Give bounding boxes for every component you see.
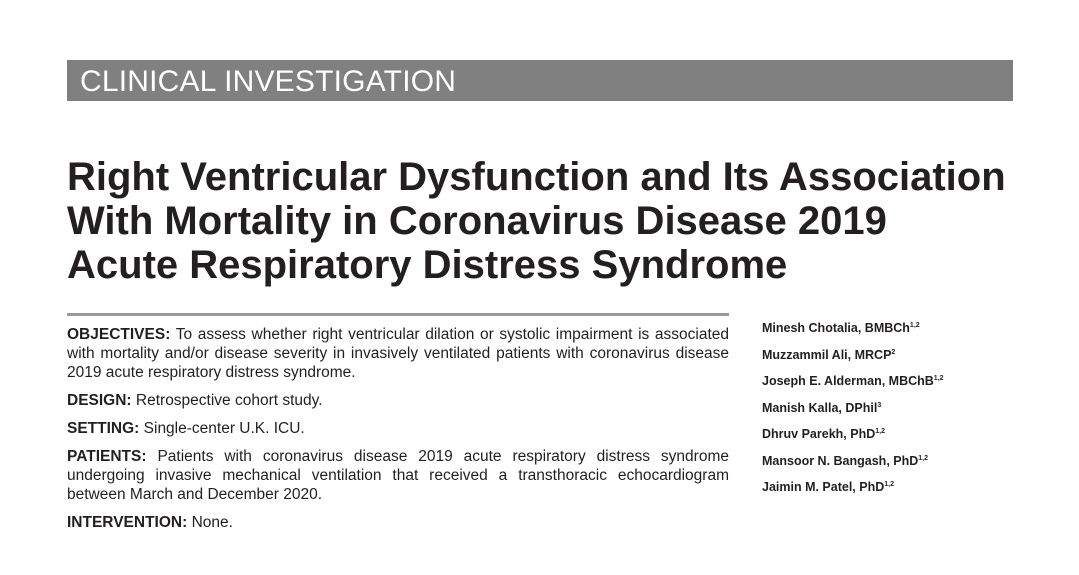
abstract-intervention	[67, 513, 729, 532]
author-name: Manish Kalla, DPhil	[762, 400, 878, 415]
abstract	[67, 325, 729, 541]
author-entry	[762, 394, 1062, 421]
author-affiliation: 1,2	[933, 375, 944, 382]
abstract-label: PATIENTS:	[67, 448, 147, 465]
abstract-text: None.	[191, 514, 233, 531]
abstract-label: INTERVENTION:	[67, 514, 188, 531]
title-divider	[67, 313, 729, 316]
author-entry	[762, 447, 1062, 474]
author-entry	[762, 420, 1062, 447]
abstract-objectives	[67, 325, 729, 382]
author-affiliation: 1,2	[884, 481, 894, 488]
author-name: Joseph E. Alderman, MBChB	[762, 374, 934, 388]
author-affiliation: 1,2	[918, 454, 929, 462]
abstract-text: Retrospective cohort study.	[135, 392, 323, 409]
author-entry	[762, 367, 1062, 394]
article-title-line: Acute Respiratory Distress Syndrome	[67, 243, 788, 287]
author-entry	[762, 341, 1062, 368]
abstract-label: DESIGN:	[67, 392, 132, 409]
author-affiliation: 2	[891, 348, 896, 356]
abstract-label: OBJECTIVES:	[67, 326, 171, 343]
article-title-line: Right Ventricular Dysfunction and Its Association	[67, 155, 1006, 199]
author-list	[762, 314, 1062, 500]
author-entry	[762, 314, 1062, 341]
abstract-text: Patients with coronavirus disease 2019 acute respiratory distress syndrome undergoing invasive mechanical ventilation that received a transthoracic echocardiogram between March and December 2020.	[67, 448, 729, 503]
author-name: Muzzammil Ali, MRCP	[762, 347, 892, 362]
author-name: Jaimin M. Patel, PhD	[762, 480, 885, 494]
author-affiliation: 1,2	[875, 428, 885, 435]
author-entry	[762, 473, 1062, 500]
abstract-text: Single-center U.K. ICU.	[143, 420, 305, 437]
abstract-setting	[67, 419, 729, 438]
abstract-design	[67, 391, 729, 410]
author-name: Minesh Chotalia, BMBCh	[762, 321, 910, 335]
abstract-text: To assess whether right ventricular dilation or systolic impairment is associated with mortality and/or disease severity in invasively ventilated patients with coronavirus disease 2019 acute respiratory distress syndrome.	[67, 326, 729, 381]
article-title-line: With Mortality in Coronavirus Disease 2019	[67, 199, 887, 243]
article-title	[67, 155, 1027, 287]
author-affiliation: 1,2	[909, 322, 920, 329]
author-name: Mansoor N. Bangash, PhD	[762, 453, 919, 468]
author-name: Dhruv Parekh, PhD	[762, 427, 876, 441]
abstract-patients	[67, 447, 729, 504]
abstract-label: SETTING:	[67, 420, 140, 437]
section-banner-label: CLINICAL INVESTIGATION	[80, 65, 457, 98]
section-banner	[67, 60, 1013, 101]
author-affiliation: 3	[877, 401, 882, 409]
